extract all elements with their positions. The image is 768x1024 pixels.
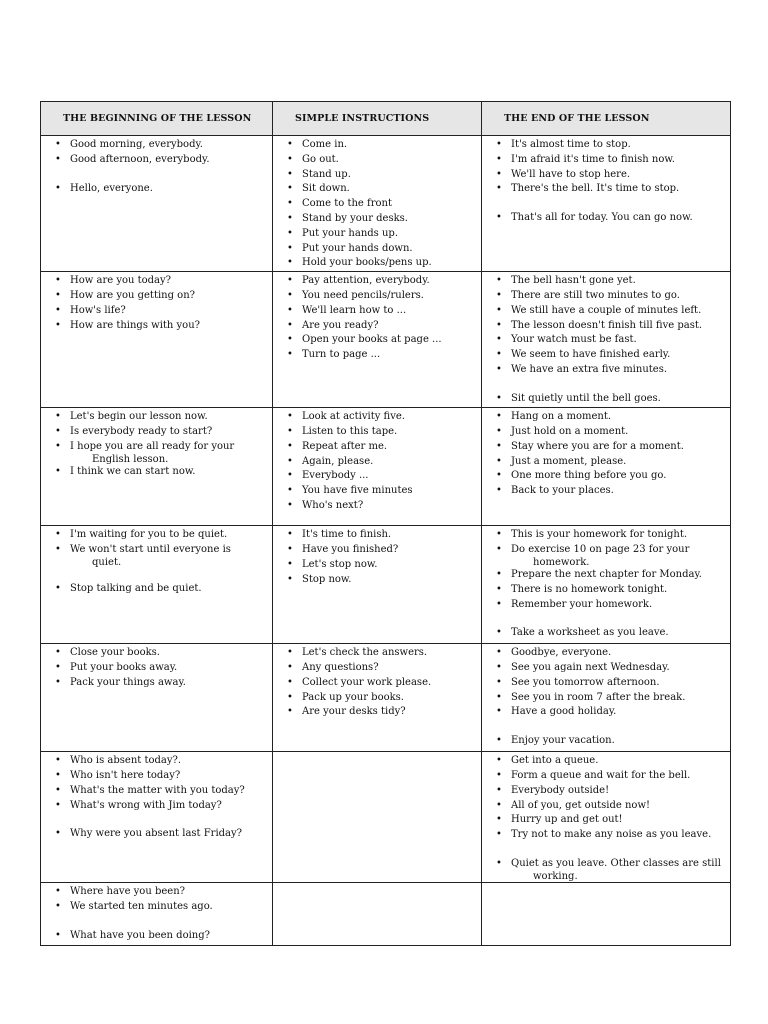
phrase-continuation: English lesson.	[92, 453, 169, 465]
cell-end	[482, 136, 731, 272]
list-item	[277, 455, 477, 470]
list-item	[45, 274, 268, 289]
list-item	[486, 799, 726, 814]
list-item	[277, 573, 477, 588]
list-item	[45, 543, 268, 568]
cell-instructions	[273, 408, 482, 526]
list-item	[486, 410, 726, 425]
phrase-text: Let's check the answers.	[302, 647, 428, 659]
phrase-text: I hope you are all ready for your	[70, 440, 235, 452]
list-item	[45, 138, 268, 153]
phrase-text: Remember your homework.	[511, 598, 653, 610]
cell-end	[482, 883, 731, 946]
phrase-text: Stand up.	[302, 168, 351, 180]
list-item	[277, 646, 477, 661]
phrase-text: Stay where you are for a moment.	[511, 440, 684, 452]
list-item	[45, 799, 268, 814]
list-item	[277, 425, 477, 440]
phrase-text: Put your books away.	[70, 661, 178, 673]
phrase-text: Stop talking and be quiet.	[70, 582, 202, 594]
cell-beginning	[41, 272, 273, 408]
phrase-text: Hang on a moment.	[511, 411, 612, 423]
phrase-text: Pay attention, everybody.	[302, 275, 430, 287]
list-item	[486, 705, 726, 720]
phrase-text: Form a queue and wait for the bell.	[511, 769, 691, 781]
cell-end	[482, 644, 731, 752]
table-row	[41, 408, 731, 526]
list-item	[45, 440, 268, 465]
list-item	[277, 256, 477, 271]
phrase-text: Hold your books/pens up.	[302, 257, 432, 269]
list-item	[277, 499, 477, 514]
list-item	[486, 363, 726, 378]
phrase-list	[486, 410, 726, 499]
list-item	[277, 197, 477, 212]
list-item	[486, 734, 726, 749]
phrase-text: Have you finished?	[302, 543, 399, 555]
list-item	[486, 274, 726, 289]
list-item	[277, 168, 477, 183]
list-item	[486, 455, 726, 470]
list-item	[45, 289, 268, 304]
phrase-list	[277, 274, 477, 363]
phrase-text: Good morning, everybody.	[70, 139, 203, 150]
phrase-text: I'm waiting for you to be quiet.	[70, 529, 228, 541]
phrase-text: It's almost time to stop.	[511, 139, 631, 150]
list-item	[45, 646, 268, 661]
list-item	[486, 319, 726, 334]
phrase-text: We won't start until everyone is	[70, 543, 231, 555]
cell-instructions	[273, 883, 482, 946]
phrase-list	[45, 138, 268, 196]
list-item	[45, 153, 268, 168]
phrase-text: We still have a couple of minutes left.	[511, 304, 702, 316]
cell-end	[482, 526, 731, 644]
phrase-text: Turn to page ...	[302, 349, 381, 361]
list-item	[277, 661, 477, 676]
list-item	[277, 227, 477, 242]
table-row	[41, 136, 731, 272]
phrase-list	[486, 528, 726, 641]
phrase-text: Good afternoon, everybody.	[70, 153, 210, 165]
cell-instructions	[273, 272, 482, 408]
phrase-text: Why were you absent last Friday?	[70, 828, 243, 840]
phrase-text: You need pencils/rulers.	[302, 289, 424, 301]
phrase-text: Get into a queue.	[511, 755, 599, 767]
list-item	[45, 304, 268, 319]
phrase-list	[277, 138, 477, 271]
list-item	[486, 182, 726, 197]
list-item	[486, 469, 726, 484]
phrase-list	[277, 528, 477, 587]
cell-beginning	[41, 526, 273, 644]
phrase-list	[277, 410, 477, 514]
phrase-text: What's wrong with Jim today?	[70, 799, 222, 811]
phrase-text: All of you, get outside now!	[511, 799, 651, 811]
phrase-text: What have you been doing?	[70, 929, 210, 941]
phrase-list	[45, 646, 268, 690]
phrase-text: Pack up your books.	[302, 691, 404, 703]
phrase-list	[45, 885, 268, 943]
list-item	[486, 333, 726, 348]
phrase-text: We started ten minutes ago.	[70, 900, 213, 912]
list-item	[45, 827, 268, 842]
phrase-text: How are things with you?	[70, 319, 200, 331]
phrase-text: Goodbye, everyone.	[511, 647, 612, 659]
list-item	[486, 568, 726, 583]
cell-end	[482, 272, 731, 408]
list-item	[45, 528, 268, 543]
list-item	[486, 646, 726, 661]
list-item	[45, 676, 268, 691]
list-item	[486, 754, 726, 769]
phrase-text: Have a good holiday.	[511, 706, 617, 718]
phrase-text: Who's next?	[302, 499, 364, 511]
cell-instructions	[273, 136, 482, 272]
phrase-text: Pack your things away.	[70, 676, 186, 688]
phrase-text: Come in.	[302, 139, 348, 150]
cell-beginning	[41, 644, 273, 752]
list-item	[486, 484, 726, 499]
phrase-text: Repeat after me.	[302, 440, 388, 452]
phrase-text: Do exercise 10 on page 23 for your	[511, 543, 690, 555]
phrase-text: Just a moment, please.	[511, 455, 627, 467]
list-item	[277, 274, 477, 289]
table-row	[41, 272, 731, 408]
phrase-text: See you tomorrow afternoon.	[511, 676, 660, 688]
phrase-list	[486, 646, 726, 749]
list-item	[277, 705, 477, 720]
cell-instructions	[273, 752, 482, 883]
phrase-text: One more thing before you go.	[511, 470, 667, 482]
phrase-text: Are your desks tidy?	[302, 706, 406, 718]
header-beginning: THE BEGINNING OF THE LESSON	[41, 102, 273, 136]
phrase-text: Take a worksheet as you leave.	[511, 627, 669, 639]
table-body	[41, 136, 731, 946]
phrase-text: Come to the front	[302, 198, 392, 210]
phrase-list	[45, 528, 268, 597]
list-item	[45, 900, 268, 915]
list-item	[45, 425, 268, 440]
table-row	[41, 644, 731, 752]
table-row	[41, 752, 731, 883]
list-item	[277, 333, 477, 348]
list-item	[486, 392, 726, 407]
phrase-text: Hurry up and get out!	[511, 814, 623, 826]
phrase-text: It's time to finish.	[302, 529, 392, 541]
phrase-list	[277, 646, 477, 720]
list-item	[277, 153, 477, 168]
list-item	[45, 929, 268, 944]
phrase-text: That's all for today. You can go now.	[511, 212, 693, 224]
phrase-continuation: working.	[533, 870, 578, 882]
phrase-text: This is your homework for tonight.	[511, 529, 688, 541]
phrase-text: Go out.	[302, 153, 339, 165]
list-item	[486, 828, 726, 843]
phrase-text: What's the matter with you today?	[70, 784, 245, 796]
list-item	[277, 182, 477, 197]
list-item	[486, 661, 726, 676]
list-item	[45, 784, 268, 799]
list-item	[486, 676, 726, 691]
list-item	[277, 348, 477, 363]
phrase-text: Put your hands down.	[302, 242, 413, 254]
phrase-text: How are you getting on?	[70, 289, 196, 301]
list-item	[486, 168, 726, 183]
list-item	[277, 304, 477, 319]
list-item	[277, 138, 477, 153]
phrase-text: See you in room 7 after the break.	[511, 691, 686, 703]
list-item	[45, 661, 268, 676]
list-item	[486, 304, 726, 319]
phrase-continuation: quiet.	[92, 556, 122, 568]
list-item	[486, 289, 726, 304]
list-item	[45, 754, 268, 769]
phrase-text: How are you today?	[70, 275, 172, 287]
phrase-text: You have five minutes	[302, 485, 413, 497]
list-item	[277, 242, 477, 257]
list-item	[45, 319, 268, 334]
list-item	[486, 153, 726, 168]
phrase-list	[486, 138, 726, 226]
phrase-text: Everybody outside!	[511, 784, 610, 796]
list-item	[277, 676, 477, 691]
phrase-text: Back to your places.	[511, 485, 614, 497]
list-item	[486, 691, 726, 706]
phrase-text: Sit quietly until the bell goes.	[511, 392, 661, 404]
cell-beginning	[41, 136, 273, 272]
cell-end	[482, 408, 731, 526]
list-item	[277, 440, 477, 455]
list-item	[486, 813, 726, 828]
phrase-text: Sit down.	[302, 183, 350, 195]
phrase-text: The bell hasn't gone yet.	[511, 275, 636, 287]
list-item	[277, 528, 477, 543]
list-item	[277, 410, 477, 425]
phrase-text: I'm afraid it's time to finish now.	[511, 153, 675, 165]
list-item	[277, 319, 477, 334]
phrase-text: Try not to make any noise as you leave.	[511, 829, 712, 841]
list-item	[486, 769, 726, 784]
cell-beginning	[41, 883, 273, 946]
phrase-text: Open your books at page ...	[302, 334, 442, 346]
phrase-text: Listen to this tape.	[302, 425, 398, 437]
list-item	[45, 769, 268, 784]
phrase-list	[45, 410, 268, 479]
phrase-text: We'll have to stop here.	[511, 168, 631, 180]
phrase-list	[45, 274, 268, 333]
phrase-text: We'll learn how to ...	[302, 304, 407, 316]
phrase-text: See you again next Wednesday.	[511, 661, 670, 673]
cell-end	[482, 752, 731, 883]
header-end: THE END OF THE LESSON	[482, 102, 731, 136]
list-item	[486, 425, 726, 440]
table-row	[41, 883, 731, 946]
phrase-text: We have an extra five minutes.	[511, 363, 668, 375]
phrase-text: There are still two minutes to go.	[511, 289, 680, 301]
list-item	[45, 410, 268, 425]
phrase-list	[486, 274, 726, 406]
phrase-text: Stop now.	[302, 573, 352, 585]
lesson-phrases-table	[40, 101, 731, 946]
phrase-text: There is no homework tonight.	[511, 583, 668, 595]
list-item	[277, 212, 477, 227]
phrase-text: Where have you been?	[70, 886, 185, 898]
list-item	[277, 469, 477, 484]
cell-beginning	[41, 752, 273, 883]
phrase-text: Look at activity five.	[302, 411, 405, 423]
phrase-continuation: homework.	[533, 556, 590, 568]
list-item	[486, 626, 726, 641]
list-item	[277, 484, 477, 499]
phrase-text: Who isn't here today?	[70, 769, 181, 781]
cell-instructions	[273, 526, 482, 644]
phrase-text: Any questions?	[302, 661, 379, 673]
phrase-text: There's the bell. It's time to stop.	[511, 183, 680, 195]
phrase-text: We seem to have finished early.	[511, 349, 671, 361]
phrase-text: Who is absent today?.	[70, 755, 182, 767]
list-item	[486, 211, 726, 226]
phrase-text: Are you ready?	[302, 319, 379, 331]
header-row	[41, 102, 731, 136]
list-item	[486, 440, 726, 455]
list-item	[277, 289, 477, 304]
phrase-text: Let's stop now.	[302, 558, 378, 570]
phrase-text: Close your books.	[70, 647, 160, 659]
phrase-text: Again, please.	[302, 455, 374, 467]
phrase-list	[45, 754, 268, 842]
cell-beginning	[41, 408, 273, 526]
phrase-list	[486, 754, 726, 882]
cell-instructions	[273, 644, 482, 752]
list-item	[486, 348, 726, 363]
table-row	[41, 526, 731, 644]
phrase-text: Is everybody ready to start?	[70, 425, 213, 437]
list-item	[486, 784, 726, 799]
list-item	[486, 543, 726, 568]
phrase-text: Everybody ...	[302, 470, 369, 482]
phrase-text: Put your hands up.	[302, 227, 399, 239]
phrase-text: Let's begin our lesson now.	[70, 411, 208, 423]
list-item	[45, 885, 268, 900]
list-item	[486, 583, 726, 598]
list-item	[45, 465, 268, 480]
phrase-text: How's life?	[70, 304, 126, 316]
phrase-text: Collect your work please.	[302, 676, 432, 688]
list-item	[45, 182, 268, 197]
list-item	[486, 598, 726, 613]
list-item	[277, 691, 477, 706]
phrase-text: Stand by your desks.	[302, 212, 408, 224]
phrase-text: Quiet as you leave. Other classes are still	[511, 857, 721, 869]
list-item	[486, 138, 726, 153]
phrase-text: Hello, everyone.	[70, 182, 153, 194]
list-item	[45, 582, 268, 597]
phrase-text: The lesson doesn't finish till five past.	[511, 319, 703, 331]
phrase-text: Enjoy your vacation.	[511, 735, 615, 747]
phrase-text: I think we can start now.	[70, 465, 196, 477]
list-item	[277, 558, 477, 573]
phrase-text: Prepare the next chapter for Monday.	[511, 568, 702, 580]
list-item	[277, 543, 477, 558]
phrase-text: Your watch must be fast.	[511, 334, 637, 346]
phrase-text: Just hold on a moment.	[511, 425, 629, 437]
list-item	[486, 528, 726, 543]
header-instructions: SIMPLE INSTRUCTIONS	[273, 102, 482, 136]
list-item	[486, 857, 726, 882]
